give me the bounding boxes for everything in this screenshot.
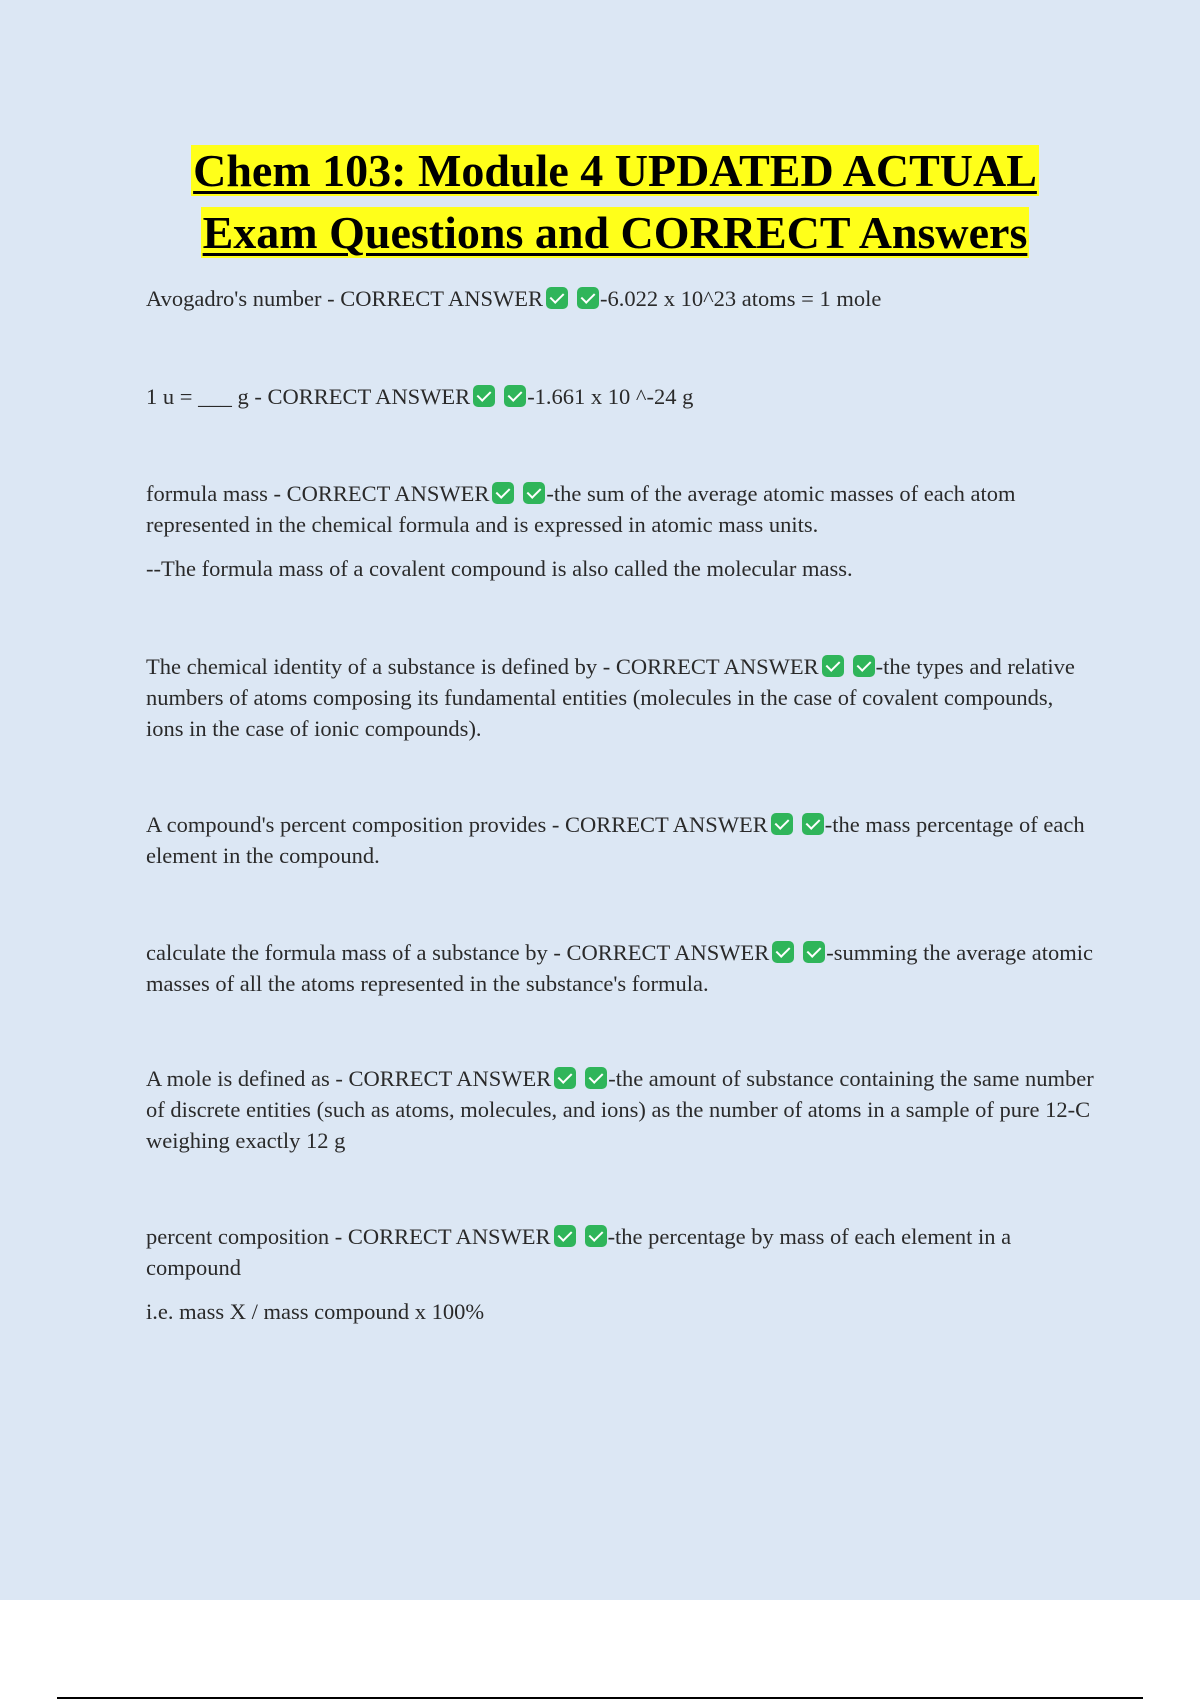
qa-item-formula-mass xyxy=(146,478,1096,584)
title-line-2: Exam Questions and CORRECT Answers xyxy=(202,207,1028,258)
check-icon xyxy=(772,941,794,963)
check-icon xyxy=(554,1067,576,1089)
qa-item-mole-definition xyxy=(146,1063,1096,1156)
answer-text: -the mass percentage of each element in the compound. xyxy=(146,812,1085,868)
answer-marker: - CORRECT ANSWER xyxy=(602,654,819,679)
check-icon xyxy=(802,813,824,835)
check-icon xyxy=(577,287,599,309)
answer-text: -the types and relative numbers of atoms composing its fundamental entities (molecules in the case of covalent compounds, ions in the case of ionic compounds). xyxy=(146,654,1075,741)
qa-item-avogadro xyxy=(146,283,1096,314)
question-text: The chemical identity of a substance is defined by xyxy=(146,654,598,679)
question-text: calculate the formula mass of a substance by xyxy=(146,940,548,965)
check-icon xyxy=(504,385,526,407)
answer-note: --The formula mass of a covalent compound is also called the molecular mass. xyxy=(146,556,853,581)
answer-marker: - CORRECT ANSWER xyxy=(335,1066,552,1091)
answer-text: -the amount of substance containing the same number of discrete entities (such as atoms, molecules, and ions) as the number of atoms in a sample of pure 12-C weighing exactly 12 g xyxy=(146,1066,1094,1153)
answer-marker: - CORRECT ANSWER xyxy=(334,1224,551,1249)
question-text: 1 u = ___ g xyxy=(146,384,249,409)
qa-item-percent-composition xyxy=(146,1221,1096,1327)
answer-marker: - CORRECT ANSWER xyxy=(327,286,543,311)
page-title xyxy=(60,140,1170,264)
answer-text: -1.661 x 10 ^-24 g xyxy=(527,384,694,409)
check-icon xyxy=(803,941,825,963)
qa-item-calculate-formula-mass xyxy=(146,937,1096,999)
question-text: A mole is defined as xyxy=(146,1066,330,1091)
footer-divider xyxy=(57,1697,1143,1699)
qa-item-percent-composition-provides xyxy=(146,809,1096,871)
check-icon xyxy=(585,1225,607,1247)
check-icon xyxy=(492,482,514,504)
check-icon xyxy=(546,287,568,309)
check-icon xyxy=(771,813,793,835)
answer-text: -6.022 x 10^23 atoms = 1 mole xyxy=(599,286,882,311)
check-icon xyxy=(853,655,875,677)
check-icon xyxy=(585,1067,607,1089)
question-text: Avogadro's number xyxy=(146,286,322,311)
check-icon xyxy=(822,655,844,677)
answer-marker: - CORRECT ANSWER xyxy=(551,812,768,837)
qa-item-chemical-identity xyxy=(146,651,1096,744)
check-icon xyxy=(554,1225,576,1247)
question-text: percent composition xyxy=(146,1224,330,1249)
answer-marker: - CORRECT ANSWER xyxy=(273,481,490,506)
check-icon xyxy=(473,385,495,407)
answer-marker: - CORRECT ANSWER xyxy=(254,384,471,409)
answer-note: i.e. mass X / mass compound x 100% xyxy=(146,1299,485,1324)
answer-marker: - CORRECT ANSWER xyxy=(553,940,770,965)
qa-item-atomic-mass-unit xyxy=(146,381,1096,412)
answer-text: -summing the average atomic masses of all the atoms represented in the substance's formula. xyxy=(146,940,1093,996)
answer-text: -the sum of the average atomic masses of each atom represented in the chemical formula and is expressed in atomic mass units. xyxy=(146,481,1016,537)
answer-text: -the percentage by mass of each element in a compound xyxy=(146,1224,1012,1280)
title-line-1: Chem 103: Module 4 UPDATED ACTUAL xyxy=(193,145,1037,196)
question-text: A compound's percent composition provides xyxy=(146,812,547,837)
question-text: formula mass xyxy=(146,481,268,506)
check-icon xyxy=(523,482,545,504)
